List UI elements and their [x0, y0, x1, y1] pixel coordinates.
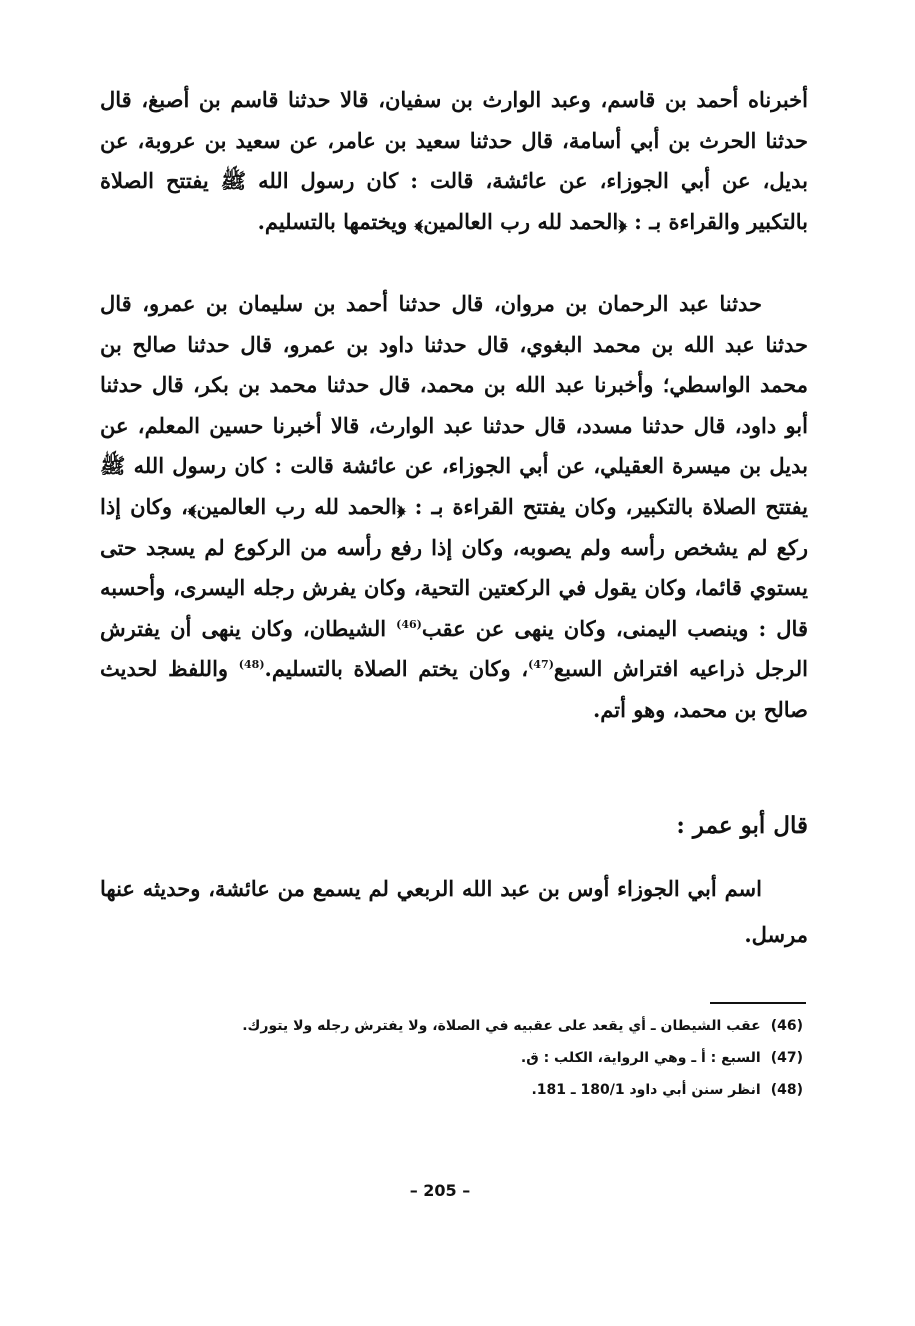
paragraph-2-text-d: ، وكان يختم الصلاة بالتسليم.: [264, 656, 529, 682]
paragraph-3-text: اسم أبي الجوزاء أوس بن عبد الله الربعي لم يسمع من عائشة، وحديثه عنها مرسل.: [100, 876, 808, 947]
footnote-text: السبع : أ ـ وهي الرواية، الكلب : ق.: [520, 1050, 761, 1066]
footnote-item: [203, 1010, 803, 1042]
paragraph-2-text-c: الشيطان، وكان ينهى أن يفترش الرجل ذراعيه افتراش السبع: [100, 615, 808, 682]
paragraph-2-text-a: حدثنا عبد الرحمان بن مروان، قال حدثنا أحمد بن سليمان بن عمرو، قال حدثنا عبد الله بن محمد البغوي، قال حدثنا داود بن عمرو، قال حدثنا صالح بن محمد الواسطي؛ وأخبرنا عبد الله بن محمد، قال حدثنا محمد بن بكر، قال حدثنا أبو داود، قال حدثنا مسدد، قال حدثنا عبد الوارث، قالا أخبرنا حسين المعلم، عن بديل بن ميسرة العقيلي، عن أبي الجوزاء، عن عائشة قالت : كان رسول الله ﷺ يفتتح الصلاة بالتكبير، وكان يفتتح القراءة بـ :: [100, 291, 809, 519]
paragraph-1: [100, 80, 808, 242]
footnote-divider: [710, 1002, 806, 1004]
footnote-number: (47): [770, 1050, 803, 1066]
footnote-number: (48): [770, 1082, 803, 1098]
footnote-item: [203, 1074, 803, 1106]
footnote-text: عقب الشيطان ـ أي يقعد على عقبيه في الصلاة، ولا يفترش رجله ولا يتورك.: [242, 1018, 761, 1034]
paragraph-2-text-b: ، وكان إذا ركع لم يشخص رأسه ولم يصوبه، وكان إذا رفع رأسه من الركوع لم يسجد حتى يستوي قائما، وكان يقول في الركعتين التحية، وكان يفرش رجله اليسرى، وأحسبه قال : وينصب اليمنى، وكان ينهى عن عقب: [100, 493, 808, 641]
footnotes-list: [203, 1010, 803, 1106]
footnote-ref-46[interactable]: (46): [396, 617, 422, 631]
quran-quote: ﴿الحمد لله رب العالمين﴾: [187, 493, 406, 519]
footnote-ref-47[interactable]: (47): [528, 658, 554, 672]
paragraph-1-text: أخبرناه أحمد بن قاسم، وعبد الوارث بن سفيان، قالا حدثنا قاسم بن أصبغ، قال حدثنا الحرث بن أبي أسامة، قال حدثنا سعيد بن عامر، عن سعيد بن عروبة، عن بديل، عن أبي الجوزاء، عن عائشة، قالت : كان رسول الله ﷺ يفتتح الصلاة بالتكبير والقراءة بـ : ﴿الحمد لله رب العالمين﴾ ويختمها بالتسليم.: [100, 87, 808, 234]
footnote-number: (46): [770, 1018, 803, 1034]
paragraph-3: [100, 866, 808, 958]
paragraph-2-text-e: واللفظ لحديث صالح بن محمد، وهو أتم.: [100, 656, 808, 722]
footnote-text: انظر سنن أبي داود 180/1 ـ 181.: [531, 1082, 761, 1098]
section-heading: قال أبو عمر :: [676, 812, 808, 839]
footnote-ref-48[interactable]: (48): [238, 658, 265, 672]
page-number: – 205 –: [409, 1181, 471, 1200]
paragraph-2: [100, 284, 808, 731]
footnote-item: [203, 1042, 803, 1074]
